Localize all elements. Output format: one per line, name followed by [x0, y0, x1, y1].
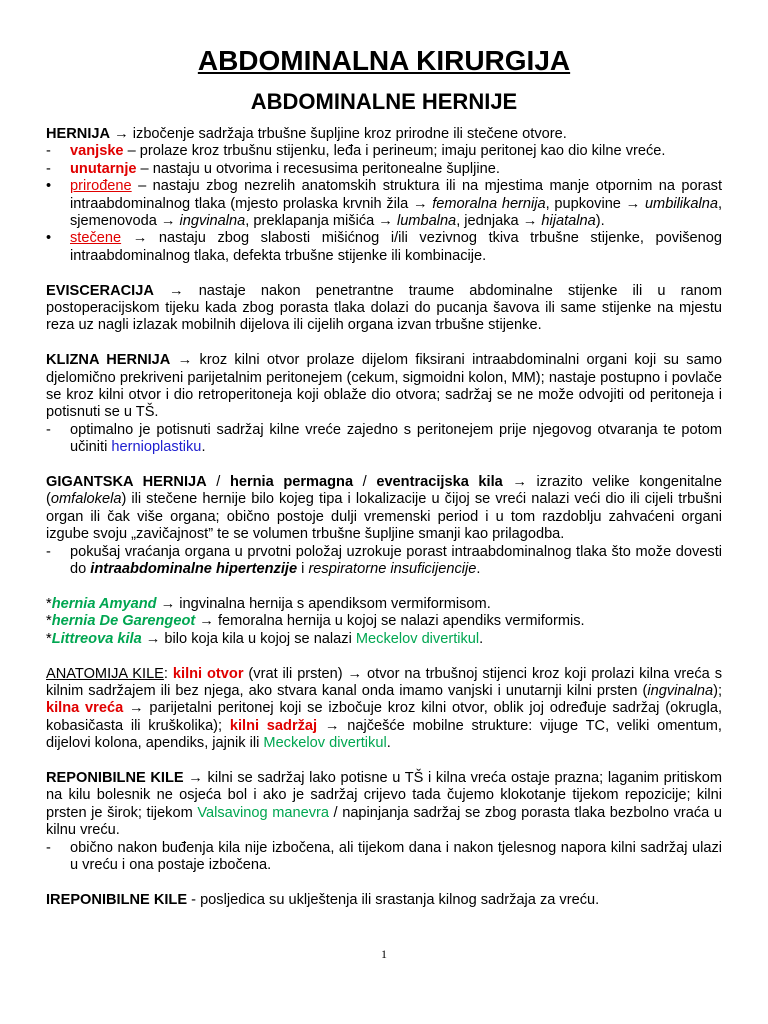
bullet-icon: •	[46, 178, 52, 195]
term-unutarnje: unutarnje	[70, 160, 137, 177]
section-evisceracija: EVISCERACIJA → nastaje nakon penetrantne traume abdominalne stijenke ili u ranom postoperacijskom tijeku kada zbog porasta tlaka dolazi do pucanja šavova ili same stijenke na mjestu reza uz nagli izlazak mobilnih dijelova ili cijelih organa izvan trbušne stijenke.	[46, 282, 722, 334]
arrow-icon: →	[145, 630, 161, 647]
document-body	[46, 126, 722, 909]
page-number: 1	[381, 947, 387, 961]
arrow-icon: →	[168, 282, 184, 299]
list-item-unutarnje: - unutarnje – nastaju u otvorima i recesusima peritonealne šupljine.	[46, 160, 500, 177]
arrow-icon: →	[129, 700, 144, 717]
arrow-icon: →	[114, 126, 129, 142]
section-klizna-hernija: KLIZNA HERNIJA → kroz kilni otvor prolaze dijelom fiksirani intraabdominalni organi koji su samo djelomično prekriveni parijetalnim peritonejem (cekum, sigmoidni kolon, MM); nastaje postupno i povlače se kroz kilni otvor i dio retroperitoneja koji oblaže dio otvora; sadržaj se ne može odvojiti od peritoneja i potisnuti se u TŠ. - optimalno je potisnuti sadržaj kilne vreće zajedno s peritonejem prije njegovog otvaranja te potom učiniti hernioplastiku.	[46, 352, 722, 456]
term-valsalva: Valsavinog manevra	[197, 804, 329, 821]
term-kilni-otvor: kilni otvor	[172, 665, 244, 682]
term-evisceracija: EVISCERACIJA	[46, 282, 154, 299]
list-item: - pokušaj vraćanja organa u prvotni položaj uzrokuje porast intraabdominalnog tlaka što može dovesti do intraabdominalne hipertenzije i respiratorne insuficijencije.	[46, 543, 722, 578]
dash-marker: -	[46, 160, 51, 177]
arrow-icon: →	[160, 595, 176, 612]
section-ireponibilne-kile: IREPONIBILNE KILE - posljedica su uklještenja ili srastanja kilnog sadržaja za vreću.	[46, 891, 600, 908]
term-gigantska-hernija: GIGANTSKA HERNIJA	[46, 474, 207, 491]
term-hernioplastika: hernioplastiku	[111, 439, 202, 456]
hernija-definition: HERNIJA → izbočenje sadržaja trbušne šupljine kroz prirodne ili stečene otvore.	[46, 126, 567, 142]
special-item-de-garengeot: *hernia De Garengeot → femoralna hernija u kojoj se nalazi apendiks vermiformis.	[46, 613, 585, 630]
special-item-littre: *Littreova kila → bilo koja kila u kojoj se nalazi Meckelov divertikul.	[46, 630, 484, 647]
arrow-icon: →	[625, 195, 641, 212]
arrow-icon: →	[132, 230, 148, 247]
term-kilna-vreca: kilna vreća	[46, 700, 124, 717]
term-reponibilne-kile: REPONIBILNE KILE	[46, 769, 184, 786]
section-gigantska-hernija: GIGANTSKA HERNIJA / hernia permagna / eventracijska kila → izrazito velike kongenitalne (omfalokela) ili stečene hernije bilo kojeg tipa i lokalizacije u čijoj se vreći nalazi veći dio ili cijeli trbušni organ ili čak više organa; obično postoje dulji vremenski period i u tom razdoblju zahvaćeni organi izgube svoju „zavičajnost” te se volumen trbušne šupljine smanji kao prilagodba. - pokušaj vraćanja organa u prvotni položaj uzrokuje porast intraabdominalnog tlaka što može dovesti do intraabdominalne hipertenzije i respiratorne insuficijencije.	[46, 474, 723, 578]
page-title: ABDOMINALNA KIRURGIJA	[197, 45, 571, 76]
list-item: - optimalno je potisnuti sadržaj kilne vreće zajedno s peritonejem prije njegovog otvaranja te potom učiniti hernioplastiku.	[46, 421, 722, 456]
section-special-hernias	[46, 596, 722, 648]
list-item-prirodjene: • prirođene – nastaju zbog nezrelih anatomskih struktura ili na mjestima manje otpornim na porast intraabdominalnog tlaka (mjesto prolaska krvnih žila → femoralna hernija, pupkovine → umbilikalna, sjemenovoda → ingvinalna, preklapanja mišića → lumbalna, jednjaka → hijatalna).	[46, 178, 723, 230]
term-prirodjene: prirođene	[70, 178, 132, 195]
dash-marker: -	[46, 839, 51, 856]
page-subtitle: ABDOMINALNE HERNIJE	[250, 89, 518, 114]
term-anatomija-kile: ANATOMIJA KILE	[46, 665, 164, 682]
arrow-icon: →	[324, 717, 340, 734]
term-hernija: HERNIJA	[46, 126, 111, 142]
section-reponibilne-kile: REPONIBILNE KILE → kilni se sadržaj lako potisne u TŠ i kilna vreća ostaje prazna; laganim pritiskom na kilu bolesnik ne osjeća bol i ako je sadržaj crijevo tada čujemo klokotanje tijekom repozicije; kilni prsten je širok; tijekom Valsavinog manevra / napinjanja sadržaj se zbog porasta tlaka bezbolno vraća u kilnu vreću. - obično nakon buđenja kila nije izbočena, ali tijekom dana i nakon tjelesnog napora kilni sadržaj ulazi u vreću i ona postaje izbočena.	[46, 769, 723, 873]
arrow-icon: →	[522, 213, 538, 230]
term-klizna-hernija: KLIZNA HERNIJA	[46, 352, 171, 369]
arrow-icon: →	[512, 474, 527, 491]
term-meckelov-divertikul: Meckelov divertikul	[263, 735, 387, 752]
arrow-icon: →	[199, 613, 214, 630]
arrow-icon: →	[177, 352, 193, 369]
bullet-icon: •	[46, 230, 52, 247]
list-item-vanjske: - vanjske – prolaze kroz trbušnu stijenku, leđa i perineum; imaju peritonej kao dio kilne vreće.	[46, 143, 666, 160]
dash-marker: -	[46, 143, 51, 160]
section-hernija	[46, 126, 722, 265]
dash-marker: -	[46, 421, 51, 438]
special-item-amyand: *hernia Amyand → ingvinalna hernija s apendiksom vermiformisom.	[46, 595, 491, 612]
list-item: - obično nakon buđenja kila nije izbočena, ali tijekom dana i nakon tjelesnog napora kilni sadržaj ulazi u vreću i ona postaje izbočena.	[46, 839, 722, 873]
list-item-stecene: • stečene → nastaju zbog slabosti mišićnog i/ili vezivnog tkiva trbušne stijenke, povišenog intraabdominalnog tlaka, defekta trbušne stijenke ili kombinacije.	[46, 230, 722, 264]
term-stecene: stečene	[70, 230, 122, 247]
arrow-icon: →	[412, 195, 428, 212]
term-ireponibilne-kile: IREPONIBILNE KILE	[46, 891, 188, 908]
section-anatomija-kile: ANATOMIJA KILE: kilni otvor (vrat ili prsten) → otvor na trbušnoj stijenci kroz koji prolazi kilna vreća s kilnim sadržajem ili bez njega, ako stvara kanal onda imamo vanjski i unutarnji kilni prsten (ingvinalna); kilna vreća → parijetalni peritonej koji se izbočuje kroz kilni otvor, oblik joj određuje sadržaj (okrugla, kobasičasta ili kruškolika); kilni sadržaj → najčešće mobilne strukture: vijuge TC, veliki omentum, dijelovi kolona, apendiks, jajnik ili Meckelov divertikul.	[46, 665, 723, 752]
arrow-icon: →	[347, 665, 363, 682]
arrow-icon: →	[160, 213, 176, 230]
dash-marker: -	[46, 543, 51, 560]
term-vanjske: vanjske	[70, 143, 124, 160]
arrow-icon: →	[378, 213, 393, 230]
term-kilni-sadrzaj: kilni sadržaj	[229, 717, 318, 734]
arrow-icon: →	[188, 769, 203, 786]
